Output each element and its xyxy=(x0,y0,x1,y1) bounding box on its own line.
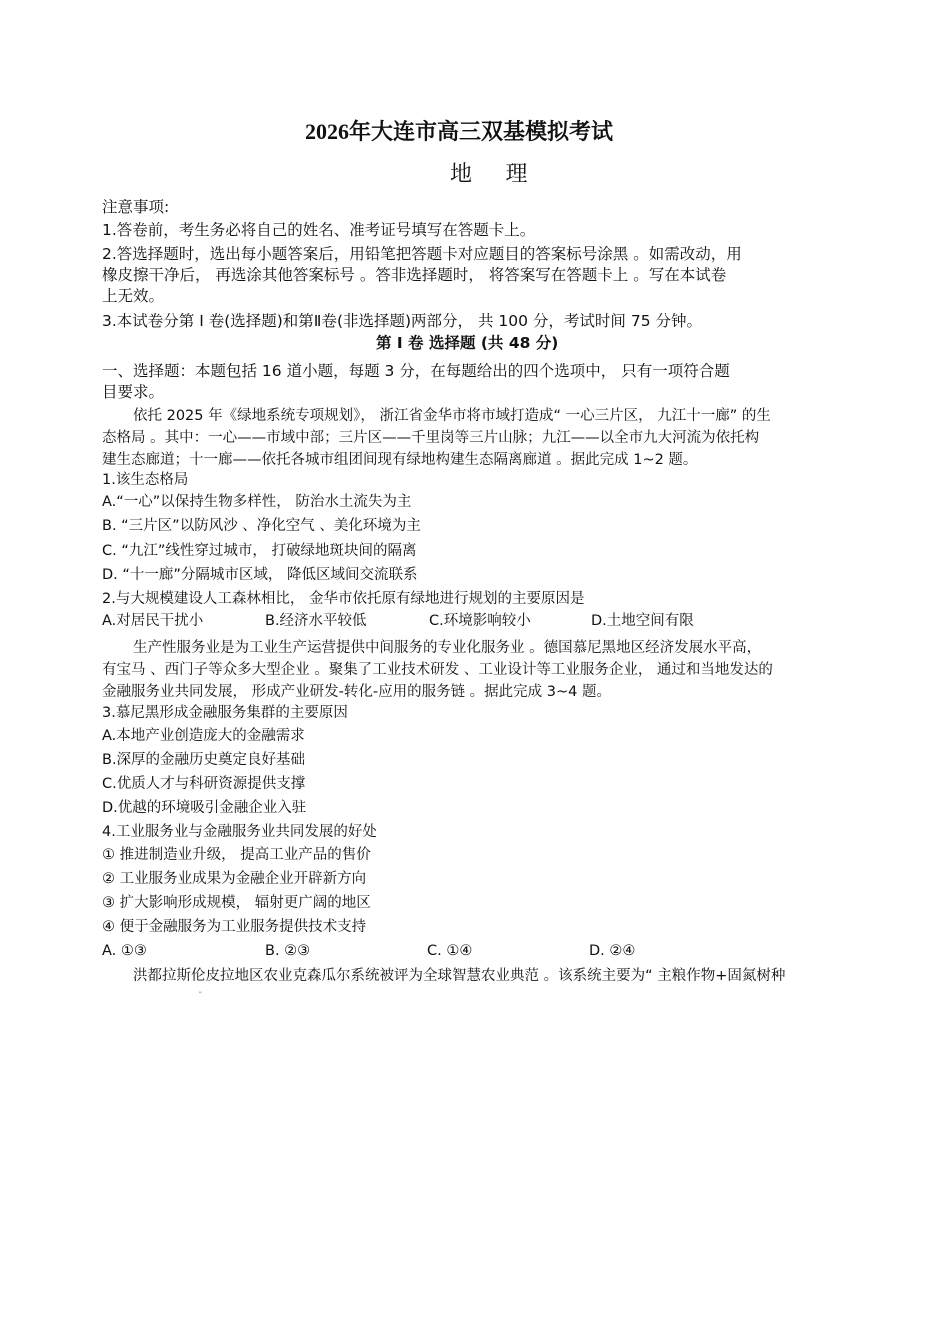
question-1-option-d: D. “十一廊”分隔城市区域， 降低区域间交流联系 xyxy=(102,567,418,583)
section-intro-line-2: 目要求。 xyxy=(102,383,165,401)
passage-3-line-1: 洪都拉斯伦皮拉地区农业克森瓜尔系统被评为全球智慧农业典范 。该系统主要为“ 主粮作物+固氮树种 xyxy=(133,968,786,984)
section-intro-line-1: 一、选择题：本题包括 16 道小题，每题 3 分，在每题给出的四个选项中， 只有一项符合题 xyxy=(102,362,730,380)
question-1-option-c: C. “九江”线性穿过城市， 打破绿地斑块间的隔离 xyxy=(102,543,417,559)
question-2-option-c: C.环境影响较小 xyxy=(429,613,531,629)
question-4-option-b: B. ②③ xyxy=(265,943,311,959)
question-1-option-a: A.“一心”以保持生物多样性， 防治水土流失为主 xyxy=(102,494,412,510)
question-1-option-b: B. “三片区”以防风沙 、净化空气 、美化环境为主 xyxy=(102,518,421,534)
question-1-stem: 1.该生态格局 xyxy=(102,472,189,488)
question-3-option-a: A.本地产业创造庞大的金融需求 xyxy=(102,728,305,744)
question-3-stem: 3.慕尼黑形成金融服务集群的主要原因 xyxy=(102,705,348,721)
question-4-stem: 4.工业服务业与金融服务业共同发展的好处 xyxy=(102,824,377,840)
passage-2-line-2: 有宝马 、西门子等众多大型企业 。聚集了工业技术研发 、工业设计等工业服务企业， 通过和当地发达的 xyxy=(102,662,773,678)
question-3-option-d: D.优越的环境吸引金融企业入驻 xyxy=(102,800,307,816)
exam-title: 2026年大连市高三双基模拟考试 xyxy=(305,119,614,144)
passage-1-line-3: 建生态廊道；十一廊——依托各城市组团间现有绿地构建生态隔离廊道 。据此完成 1~2 题。 xyxy=(102,452,698,468)
question-2-option-b: B.经济水平较低 xyxy=(265,613,367,629)
question-4-statement-1: ① 推进制造业升级， 提高工业产品的售价 xyxy=(102,847,371,863)
question-4-option-d: D. ②④ xyxy=(589,943,636,959)
notice-item-2-line-3: 上无效。 xyxy=(102,287,165,305)
passage-2-line-3: 金融服务业共同发展， 形成产业研发-转化-应用的服务链 。据此完成 3~4 题。 xyxy=(102,684,611,700)
section-heading: 第 Ⅰ 卷 选择题 (共 48 分) xyxy=(376,334,559,352)
passage-1-line-2: 态格局 。其中：一心——市域中部；三片区——千里岗等三片山脉；九江——以全市九大河流为依托构 xyxy=(102,430,760,446)
question-4-statement-4: ④ 便于金融服务为工业服务提供技术支持 xyxy=(102,919,367,935)
notice-heading: 注意事项: xyxy=(102,198,170,216)
question-4-option-c: C. ①④ xyxy=(427,943,473,959)
question-3-option-c: C.优质人才与科研资源提供支撑 xyxy=(102,776,306,792)
page-footer-mark: " xyxy=(199,991,202,998)
notice-item-3: 3.本试卷分第 Ⅰ 卷(选择题)和第Ⅱ卷(非选择题)两部分， 共 100 分，考试时间 75 分钟。 xyxy=(102,312,702,330)
passage-1-line-1: 依托 2025 年《绿地系统专项规划》， 浙江省金华市将市域打造成“ 一心三片区， 九江十一廊” 的生 xyxy=(133,408,771,424)
question-2-option-a: A.对居民干扰小 xyxy=(102,613,204,629)
question-2-option-d: D.土地空间有限 xyxy=(591,613,694,629)
question-4-statement-3: ③ 扩大影响形成规模， 辐射更广阔的地区 xyxy=(102,895,371,911)
notice-item-1: 1.答卷前，考生务必将自己的姓名、准考证号填写在答题卡上。 xyxy=(102,221,536,239)
question-4-statement-2: ② 工业服务业成果为金融企业开辟新方向 xyxy=(102,871,367,887)
notice-item-2-line-1: 2.答选择题时，选出每小题答案后，用铅笔把答题卡对应题目的答案标号涂黑 。如需改动，用 xyxy=(102,245,742,263)
passage-2-line-1: 生产性服务业是为工业生产运营提供中间服务的专业化服务业 。德国慕尼黑地区经济发展水平高， xyxy=(133,640,762,656)
question-4-option-a: A. ①③ xyxy=(102,943,147,959)
question-2-stem: 2.与大规模建设人工森林相比， 金华市依托原有绿地进行规划的主要原因是 xyxy=(102,591,585,607)
question-3-option-b: B.深厚的金融历史奠定良好基础 xyxy=(102,752,306,768)
notice-item-2-line-2: 橡皮擦干净后， 再选涂其他答案标号 。答非选择题时， 将答案写在答题卡上 。写在本试卷 xyxy=(102,266,727,284)
subject-title: 地 理 xyxy=(450,161,542,186)
